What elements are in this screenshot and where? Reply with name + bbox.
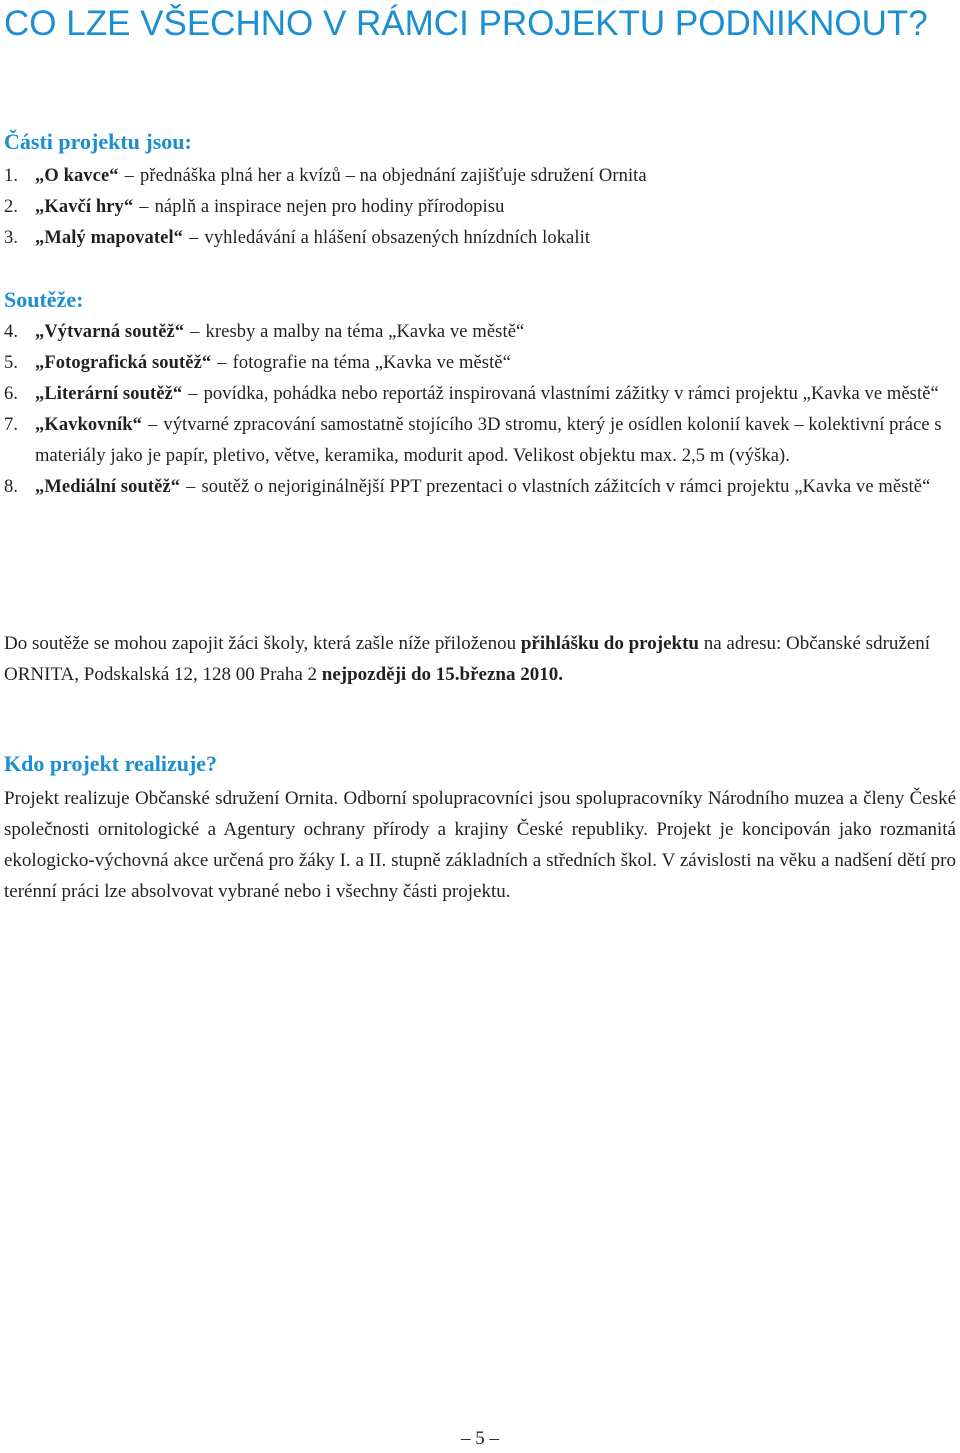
- parts-list: [4, 161, 956, 254]
- item-name: „Fotografická soutěž“: [35, 353, 212, 373]
- item-number: 3.: [4, 228, 19, 248]
- list-item: [4, 348, 956, 379]
- item-number: 2.: [4, 197, 19, 217]
- list-item: [4, 317, 956, 348]
- item-text: kresby a malby na téma „Kavka ve městě“: [205, 322, 525, 342]
- item-name: „Kavčí hry“: [35, 197, 134, 217]
- list-item: [4, 223, 956, 254]
- item-text: fotografie na téma „Kavka ve městě“: [232, 353, 511, 373]
- page-number: – 5 –: [461, 1428, 499, 1449]
- application-deadline: nejpozději do 15.března 2010.: [321, 664, 563, 685]
- item-name: „O kavce“: [35, 166, 119, 186]
- realization-paragraph: Projekt realizuje Občanské sdružení Ornita. Odborní spolupracovníci jsou spolupracovníky Národního muzea a členy České společnosti ornitologické a Agentury ochrany přírody a krajiny České republiky. Projekt je koncipován jako rozmanitá ekologicko-výchovná akce určená pro žáky I. a II. stupně základních a středních škol. V závislosti na věku a nadšení dětí pro terénní práci lze absolvovat vybrané nebo i všechny části projektu.: [4, 788, 956, 902]
- list-item: [4, 472, 956, 503]
- item-dash: –: [189, 228, 199, 248]
- item-text: přednáška plná her a kvízů – na objednání zajišťuje sdružení Ornita: [140, 166, 647, 186]
- item-name: „Literární soutěž“: [35, 384, 183, 404]
- item-number: 6.: [4, 384, 19, 404]
- page-title: CO LZE VŠECHNO V RÁMCI PROJEKTU PODNIKNOUT?: [4, 4, 928, 43]
- item-dash: –: [139, 197, 149, 217]
- item-number: 1.: [4, 166, 19, 186]
- item-dash: –: [190, 322, 200, 342]
- parts-heading: Části projektu jsou:: [4, 129, 192, 154]
- item-name: „Výtvarná soutěž“: [35, 322, 185, 342]
- item-dash: –: [186, 477, 196, 497]
- item-number: 8.: [4, 477, 19, 497]
- item-dash: –: [124, 166, 134, 186]
- list-item: [4, 410, 956, 472]
- application-bold: přihlášku do projektu: [520, 633, 699, 654]
- item-number: 4.: [4, 322, 19, 342]
- item-number: 5.: [4, 353, 19, 373]
- item-text: soutěž o nejoriginálnější PPT prezentaci o vlastních zážitcích v rámci projektu „Kavka ve městě“: [201, 477, 931, 497]
- application-address: na adresu: Občanské sdružení ORNITA, Podskalská 12, 128 00 Praha 2: [4, 633, 931, 685]
- realization-heading: Kdo projekt realizuje?: [4, 751, 218, 776]
- item-dash: –: [148, 415, 158, 435]
- item-number: 7.: [4, 415, 19, 435]
- item-text: povídka, pohádka nebo reportáž inspirovaná vlastními zážitky v rámci projektu „Kavka ve městě“: [203, 384, 939, 404]
- contests-heading: Soutěže:: [4, 287, 84, 312]
- item-name: „Mediální soutěž“: [35, 477, 181, 497]
- list-item: [4, 379, 956, 410]
- item-text: náplň a inspirace nejen pro hodiny přírodopisu: [154, 197, 505, 217]
- item-dash: –: [217, 353, 227, 373]
- list-item: [4, 192, 956, 223]
- application-paragraph: [4, 628, 956, 690]
- list-item: [4, 161, 956, 192]
- contests-list: [4, 317, 956, 503]
- item-name: „Kavkovník“: [35, 415, 142, 435]
- item-name: „Malý mapovatel“: [35, 228, 184, 248]
- item-text: výtvarné zpracování samostatně stojícího 3D stromu, který je osídlen kolonií kavek – kolektivní práce s materiály jako je papír, pletivo, větve, keramika, modurit apod. Velikost objektu max. 2,5 m (výška).: [35, 415, 942, 466]
- application-text: Do soutěže se mohou zapojit žáci školy, která zašle níže přiloženou: [4, 633, 521, 654]
- item-dash: –: [188, 384, 198, 404]
- item-text: vyhledávání a hlášení obsazených hnízdních lokalit: [204, 228, 591, 248]
